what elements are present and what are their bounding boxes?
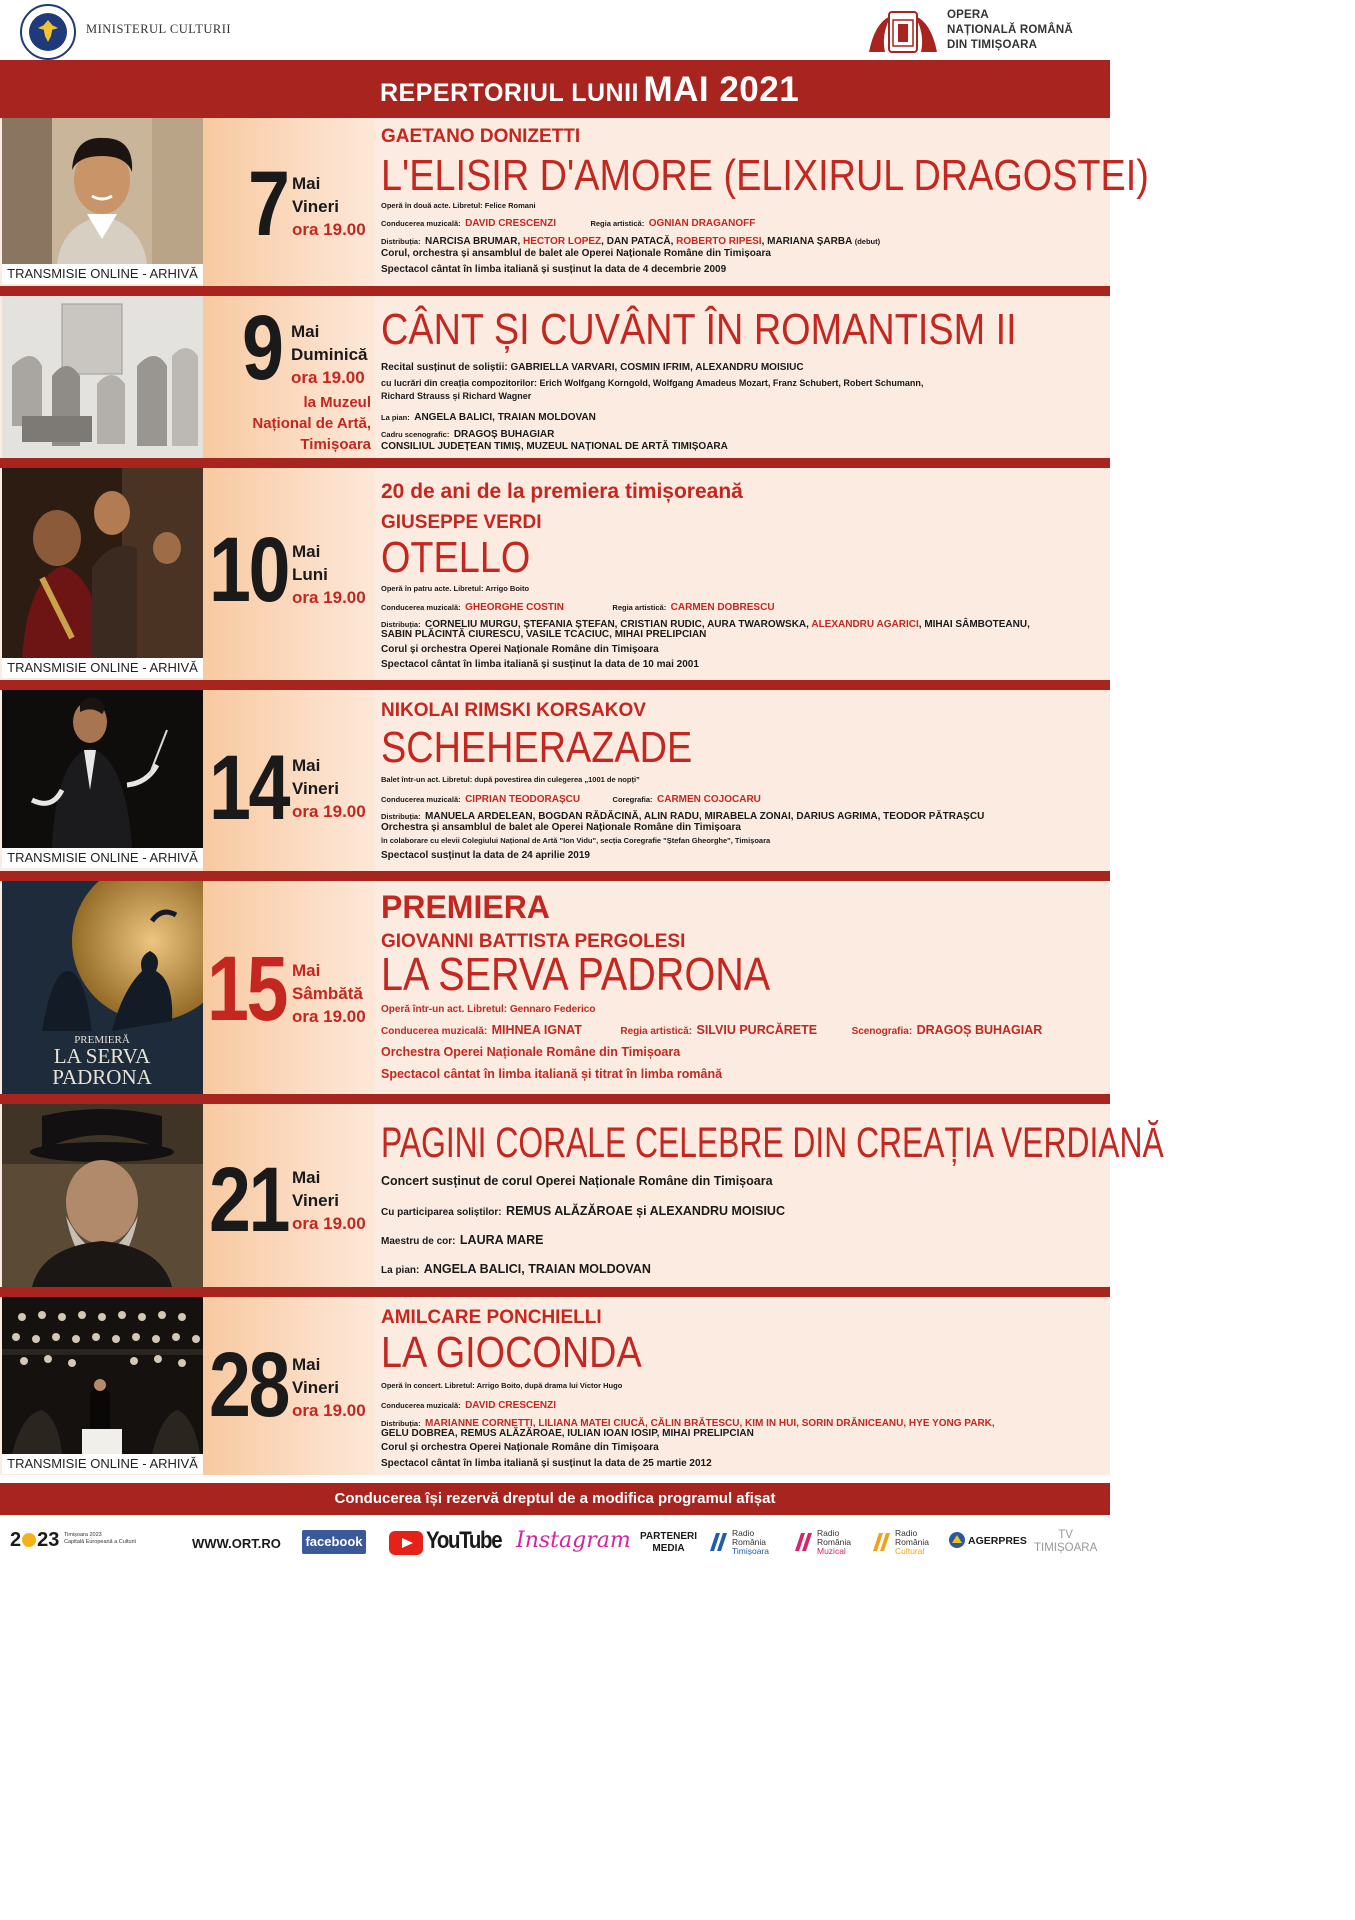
radio-label: Timișoara [732, 1546, 769, 1556]
event-photo [2, 1297, 203, 1454]
radio-label: România [817, 1537, 852, 1547]
radio-label: România [895, 1537, 930, 1547]
work-title: PAGINI CORALE CELEBRE DIN CREAȚIA VERDIANĂ [381, 1119, 1164, 1167]
radio-muzical-icon [793, 1531, 813, 1553]
website-link[interactable]: WWW.ORT.RO [192, 1536, 281, 1551]
day-number: 28 [209, 1334, 289, 1436]
day-number: 9 [242, 297, 282, 399]
event-date [203, 690, 375, 871]
event-row-15[interactable] [0, 881, 1110, 1094]
title-bar [0, 60, 1110, 118]
day-number: 10 [209, 519, 289, 621]
cast-name-highlight: HECTOR LOPEZ [523, 236, 602, 247]
media-partners-label [640, 1531, 697, 1555]
opera-logo [865, 4, 941, 58]
logo-2023-digit: 2 [10, 1529, 22, 1551]
performance-note: Spectacol cântat în limba italiană și susținut la data de 4 decembrie 2009 [381, 264, 727, 275]
scenography-label: Scenografia: [851, 1026, 913, 1037]
government-seal-logo [20, 4, 76, 60]
piano-names: ANGELA BALICI, TRAIAN MOLDOVAN [414, 412, 596, 423]
event-date [203, 881, 375, 1094]
event-photo [2, 118, 203, 264]
day-number: 21 [209, 1149, 289, 1251]
venue-line: Național de Artă, [252, 415, 371, 432]
director-name: SILVIU PURCĂRETE [696, 1023, 818, 1037]
online-archive-tag: TRANSMISIE ONLINE - ARHIVĂ [2, 658, 203, 678]
cast-names: , MARIANA ȘARBA [761, 236, 855, 247]
event-info [381, 690, 1106, 871]
radio-timisoara-logo[interactable] [708, 1529, 769, 1556]
conductor-name: DAVID CRESCENZI [465, 218, 556, 229]
date-label [292, 754, 366, 823]
ensemble: Orchestra Operei Naționale Române din Timișoara [381, 1045, 681, 1059]
choreography-label: Coregrafia: [612, 795, 653, 804]
composer: GAETANO DONIZETTI [381, 126, 581, 147]
soloists-label: Cu participarea soliștilor: [381, 1207, 502, 1218]
cast-line [381, 231, 880, 249]
logo-2023-digits: 23 [37, 1529, 60, 1551]
month-label: Mai [292, 1168, 321, 1187]
piano-label: La pian: [381, 413, 410, 422]
event-row-28[interactable] [0, 1297, 1110, 1475]
cast-name-highlight: ALEXANDRU AGARICI [811, 619, 919, 630]
chorus-master-line [381, 1231, 543, 1249]
time-label: ora 19.00 [292, 1401, 366, 1420]
cast-name-highlight: ROBERTO RIPESI [676, 236, 762, 247]
conductor-label: Conducerea muzicală: [381, 795, 461, 804]
director-label: Regia artistică: [590, 219, 645, 228]
piano-label: La pian: [381, 1265, 420, 1276]
ensemble: Corul și orchestra Operei Naționale Române din Timișoara [381, 1442, 659, 1453]
title-month: MAI 2021 [643, 70, 800, 109]
weekday-label: Vineri [292, 197, 339, 216]
logo-2023-dot-icon [22, 1533, 36, 1547]
weekday-label: Vineri [292, 1191, 339, 1210]
event-separator [0, 286, 1110, 296]
premiere-label: PREMIERA [381, 889, 550, 925]
work-title: LA GIOCONDA [381, 1328, 642, 1377]
event-row-21[interactable] [0, 1104, 1164, 1287]
cast-line-cont: SABIN PLĂCINTĂ CIURESCU, VASILE TCACIUC, MIHAI PRELIPCIAN [381, 629, 707, 640]
opera-name-line: DIN TIMIȘOARA [947, 39, 1038, 51]
piano-line [381, 1260, 651, 1278]
month-label: Mai [292, 174, 321, 193]
performance-note: Spectacol cântat în limba italiană și titrat în limba română [381, 1067, 723, 1081]
program-change-notice: Conducerea își rezervă dreptul de a modifica programul afișat [0, 1483, 1110, 1515]
page-header [0, 0, 1110, 60]
work-title: LA SERVA PADRONA [381, 948, 771, 1000]
date-label [291, 320, 368, 389]
conductor-label: Conducerea muzicală: [381, 1401, 461, 1410]
piano-names: ANGELA BALICI, TRAIAN MOLDOVAN [423, 1262, 651, 1276]
event-info [381, 881, 1106, 1094]
conductor-name: DAVID CRESCENZI [465, 1400, 556, 1411]
caption-line: Capitală Europeană a Culturii [64, 1539, 136, 1545]
poster-premiere-text: PREMIERĂ [74, 1034, 130, 1046]
performance-note: Spectacol cântat în limba italiană și susținut la data de 25 martie 2012 [381, 1458, 712, 1469]
cast-names: , MIHAI SÂMBOTEANU, [918, 619, 1030, 630]
online-archive-tag: TRANSMISIE ONLINE - ARHIVĂ [2, 264, 203, 284]
time-label: ora 19.00 [292, 1214, 366, 1233]
work-title: CÂNT ȘI CUVÂNT ÎN ROMANTISM II [381, 305, 1017, 354]
concert-description: Concert susținut de corul Operei Naționale Române din Timișoara [381, 1174, 773, 1188]
partners-label-line: PARTENERI [640, 1531, 698, 1542]
scenography-name: DRAGOȘ BUHAGIAR [916, 1023, 1043, 1037]
opera-name-line: NAȚIONALĂ ROMÂNĂ [947, 24, 1073, 36]
month-label: Mai [292, 756, 321, 775]
conductor-name: GHEORGHE COSTIN [465, 602, 564, 613]
venue-line: Timișoara [300, 436, 371, 453]
radio-label: Muzical [817, 1546, 846, 1556]
collaboration-note: în colaborare cu elevii Colegiului Național de Artă "Ion Vidu", secția Coregrafie "Ștefan Gheorghe", Timișoara [381, 836, 771, 845]
event-row-10[interactable] [0, 468, 1110, 680]
recital-soloists: Recital susținut de soliștii: GABRIELLA VARVARI, COSMIN IFRIM, ALEXANDRU MOISIUC [381, 362, 804, 373]
conductor-name: CIPRIAN TEODORAȘCU [465, 794, 581, 805]
event-row-7[interactable] [0, 118, 1149, 286]
event-date [203, 296, 375, 458]
cast-names: CORNELIU MURGU, ȘTEFANIA ȘTEFAN, CRISTIAN RUDIC, AURA TWAROWSKA, [425, 619, 812, 630]
credits-line [381, 1395, 556, 1413]
director-name: OGNIAN DRAGANOFF [648, 218, 756, 229]
cast-label: Distribuția: [381, 620, 421, 629]
ensemble: Corul și orchestra Operei Naționale Române din Timișoara [381, 644, 659, 655]
date-label [292, 959, 366, 1028]
radio-label: Radio [895, 1528, 918, 1538]
time-label: ora 19.00 [292, 1007, 366, 1026]
partners-label-line: MEDIA [652, 1543, 685, 1554]
work-title: OTELLO [381, 533, 531, 582]
event-info [381, 118, 1149, 286]
date-label [292, 172, 366, 241]
weekday-label: Vineri [292, 1378, 339, 1397]
radio-muzical-logo[interactable] [793, 1529, 851, 1556]
event-photo [2, 468, 203, 658]
page-title [380, 70, 799, 110]
tv-label: TV [1058, 1529, 1073, 1541]
youtube-icon[interactable] [389, 1531, 423, 1555]
work-title: SCHEHERAZADE [381, 723, 693, 772]
month-label: Mai [292, 542, 321, 561]
ensemble: Orchestra și ansamblul de balet ale Operei Naționale Române din Timișoara [381, 822, 741, 833]
radio-label: Cultural [895, 1546, 925, 1556]
event-photo [2, 296, 203, 458]
work-description: Operă într-un act. Libretul: Gennaro Federico [381, 1004, 596, 1015]
event-separator [0, 680, 1110, 690]
soloists-line [381, 1202, 785, 1220]
event-row-9[interactable] [0, 296, 1110, 458]
works-composers: cu lucrări din creația compozitorilor: Erich Wolfgang Korngold, Wolfgang Amadeus Mozart, Franz Schubert, Robert Schumann, [381, 378, 924, 388]
credits-line [381, 213, 755, 231]
director-name: CARMEN DOBRESCU [670, 602, 775, 613]
partner-logos [0, 1515, 1110, 1568]
event-info [381, 468, 1106, 680]
radio-label: Radio [817, 1528, 840, 1538]
date-label [292, 1166, 366, 1235]
event-photo [2, 690, 203, 848]
weekday-label: Luni [292, 565, 328, 584]
date-label [292, 540, 366, 609]
performance-note: Spectacol cântat în limba italiană și susținut la data de 10 mai 2001 [381, 659, 699, 670]
cast-names: NARCISA BRUMAR, [425, 236, 524, 247]
tv-label: TIMIȘOARA [1034, 1542, 1098, 1554]
day-number: 7 [248, 153, 288, 255]
youtube-link[interactable]: YouTube [426, 1527, 502, 1554]
weekday-label: Duminică [291, 345, 368, 364]
conductor-label: Conducerea muzicală: [381, 1026, 488, 1037]
event-separator [0, 1287, 1110, 1297]
cast-label: Distribuția: [381, 237, 421, 246]
work-description: Operă în concert. Libretul: Arrigo Boito, după drama lui Victor Hugo [381, 1381, 623, 1390]
event-info [381, 1104, 1164, 1287]
day-number: 15 [207, 938, 287, 1040]
composer: GIUSEPPE VERDI [381, 512, 542, 533]
works-composers-cont: Richard Strauss și Richard Wagner [381, 391, 532, 401]
anniversary-label: 20 de ani de la premiera timișoreană [381, 480, 743, 503]
event-row-14[interactable] [0, 690, 1110, 871]
opera-name-line: OPERA [947, 9, 989, 21]
credits-line [381, 597, 775, 615]
composer: NIKOLAI RIMSKI KORSAKOV [381, 700, 646, 721]
soloists-names: REMUS ALĂZĂROAE și ALEXANDRU MOISIUC [506, 1204, 785, 1218]
event-date [203, 1104, 375, 1287]
month-label: Mai [292, 961, 321, 980]
piano-line [381, 407, 596, 425]
composer: GIOVANNI BATTISTA PERGOLESI [381, 931, 686, 952]
caption-line: Timișoara 2023 [64, 1532, 102, 1538]
month-label: Mai [291, 322, 320, 341]
event-info [381, 296, 1106, 458]
event-date [203, 118, 375, 286]
cast-label: Distribuția: [381, 1419, 421, 1428]
tv-timisoara-logo[interactable] [1034, 1529, 1097, 1555]
radio-cultural-logo[interactable] [871, 1529, 929, 1556]
event-date [203, 1297, 375, 1475]
director-label: Regia artistică: [612, 603, 667, 612]
title-prefix: REPERTORIUL LUNII [380, 79, 639, 107]
performance-note: Spectacol susținut la data de 24 aprilie 2019 [381, 850, 590, 861]
cast-note: (debut) [854, 237, 881, 246]
opera-name [947, 8, 1073, 53]
ministry-name: MINISTERUL CULTURII [86, 22, 232, 36]
venue-line: la Muzeul [303, 394, 371, 411]
weekday-label: Vineri [292, 779, 339, 798]
poster-title-line2: PADRONA [52, 1065, 152, 1089]
instagram-link[interactable]: Instagram [516, 1528, 631, 1553]
cast-names: MANUELA ARDELEAN, BOGDAN RĂDĂCINĂ, ALIN RADU, MIRABELA ZONAI, DARIUS AGRIMA, TEODOR PĂTRAȘCU [425, 811, 985, 822]
conductor-label: Conducerea muzicală: [381, 603, 461, 612]
online-archive-tag: TRANSMISIE ONLINE - ARHIVĂ [2, 1454, 203, 1474]
scenography-name: DRAGOȘ BUHAGIAR [453, 429, 555, 440]
timisoara-2023-logo[interactable] [10, 1529, 59, 1552]
event-poster [2, 881, 203, 1094]
weekday-label: Sâmbătă [292, 984, 363, 1003]
chorus-master-label: Maestru de cor: [381, 1236, 456, 1247]
time-label: ora 19.00 [292, 802, 366, 821]
cast-names: , DAN PATACĂ, [601, 236, 677, 247]
cast-line-cont: GELU DOBREA, REMUS ALĂZĂROAE, IULIAN IOAN IOSIP, MIHAI PRELIPCIAN [381, 1428, 754, 1439]
conductor-label: Conducerea muzicală: [381, 219, 461, 228]
day-number: 14 [209, 737, 289, 839]
time-label: ora 19.00 [292, 588, 366, 607]
facebook-link[interactable]: facebook [302, 1530, 366, 1554]
choreography-name: CARMEN COJOCARU [657, 794, 761, 805]
agerpres-icon [948, 1531, 966, 1549]
event-separator [0, 871, 1110, 881]
poster-title-line1: LA SERVA [53, 1044, 151, 1068]
event-separator [0, 1094, 1110, 1104]
cast-label: Distribuția: [381, 812, 421, 821]
partners-line: CONSILIUL JUDEȚEAN TIMIȘ, MUZEUL NAȚIONAL DE ARTĂ TIMIȘOARA [381, 441, 728, 452]
time-label: ora 19.00 [292, 220, 366, 239]
radio-cultural-icon [871, 1531, 891, 1553]
ensemble: Corul, orchestra și ansamblul de balet ale Operei Naționale Române din Timișoara [381, 248, 771, 259]
scenography-label: Cadru scenografic: [381, 430, 450, 439]
radio-label: Radio [732, 1528, 755, 1538]
composer: AMILCARE PONCHIELLI [381, 1307, 602, 1328]
work-description: Operă în patru acte. Libretul: Arrigo Boito [381, 584, 530, 593]
online-archive-tag: TRANSMISIE ONLINE - ARHIVĂ [2, 848, 203, 868]
chorus-master-name: LAURA MARE [459, 1233, 544, 1247]
event-date [203, 468, 375, 680]
date-label [292, 1353, 366, 1422]
director-label: Regia artistică: [620, 1026, 693, 1037]
work-description: Balet într-un act. Libretul: după povestirea din culegerea „1001 de nopți” [381, 775, 640, 784]
venue [252, 392, 371, 455]
agerpres-logo[interactable] [948, 1535, 1027, 1547]
credits-line [381, 1021, 1042, 1039]
event-info [381, 1297, 1106, 1475]
conductor-name: MIHNEA IGNAT [491, 1023, 582, 1037]
agerpres-label: AGERPRES [968, 1535, 1027, 1547]
work-title: L'ELISIR D'AMORE (ELIXIRUL DRAGOSTEI) [381, 151, 1149, 200]
month-label: Mai [292, 1355, 321, 1374]
credits-line [381, 789, 761, 807]
event-separator [0, 458, 1110, 468]
event-portrait [2, 1104, 203, 1287]
radio-timisoara-icon [708, 1531, 728, 1553]
time-label: ora 19.00 [291, 368, 365, 387]
timisoara-2023-caption [64, 1532, 136, 1546]
radio-label: România [732, 1537, 767, 1547]
scenography-line [381, 424, 554, 442]
cast-names: MARIANNE CORNETTI, LILIANA MATEI CIUCĂ, CĂLIN BRĂTESCU, KIM IN HUI, SORIN DRĂNICEANU, HYE YONG PARK, [425, 1418, 995, 1429]
work-description: Operă în două acte. Libretul: Felice Romani [381, 201, 536, 210]
